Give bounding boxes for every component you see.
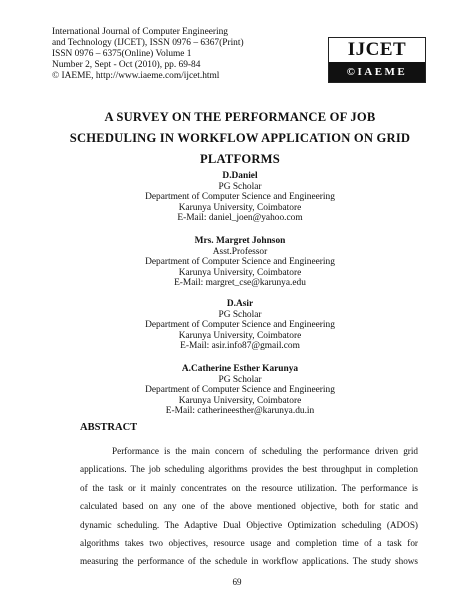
- logo-top-text: IJCET: [329, 38, 425, 62]
- paper-title: [60, 107, 420, 170]
- author-university: Karunya University, Coimbatore: [178, 202, 302, 213]
- logo-bottom-text: ©IAEME: [329, 62, 425, 82]
- author-name: A.Catherine Esther Karunya: [181, 364, 299, 374]
- journal-logo: [328, 37, 426, 83]
- title-line: A SURVEY ON THE PERFORMANCE OF JOB: [104, 110, 376, 124]
- journal-info-line: ISSN 0976 – 6375(Online) Volume 1: [52, 49, 192, 59]
- author-university: Karunya University, Coimbatore: [178, 267, 302, 278]
- author-block: [100, 364, 380, 417]
- author-name: D.Asir: [226, 299, 254, 309]
- author-email: E-Mail: asir.info87@gmail.com: [180, 341, 300, 351]
- author-department: Department of Computer Science and Engineering: [145, 192, 335, 202]
- author-name: Mrs. Margret Johnson: [194, 236, 286, 246]
- journal-info-line: Number 2, Sept - Oct (2010), pp. 69-84: [52, 60, 201, 70]
- author-block: [100, 171, 380, 224]
- author-email: E-Mail: margret_cse@karunya.edu: [174, 278, 306, 288]
- abstract-line: dynamic scheduling. The Adaptive Dual Objective Optimization scheduling (ADOS): [80, 519, 418, 530]
- journal-info-line: © IAEME, http://www.iaeme.com/ijcet.html: [52, 71, 220, 81]
- title-line: SCHEDULING IN WORKFLOW APPLICATION ON GRID: [69, 131, 411, 145]
- abstract-line: calculated based on any one of the above mentioned objective, both for static and: [80, 501, 418, 512]
- author-university: Karunya University, Coimbatore: [178, 395, 302, 406]
- author-email: E-Mail: daniel_joen@yahoo.com: [177, 213, 303, 223]
- journal-info: [52, 27, 312, 82]
- author-university: Karunya University, Coimbatore: [178, 330, 302, 341]
- author-role: Asst.Professor: [212, 246, 268, 257]
- abstract-line: Performance is the main concern of scheduling the performance driven grid: [112, 446, 418, 456]
- journal-info-line: International Journal of Computer Engineering: [52, 27, 228, 37]
- author-department: Department of Computer Science and Engineering: [145, 257, 335, 267]
- abstract-line: applications. The job scheduling algorithms provides the best throughput in completion: [80, 464, 418, 475]
- author-name: D.Daniel: [222, 171, 258, 181]
- author-role: PG Scholar: [218, 309, 262, 320]
- abstract-line: of the task or it mainly concentrates on the resource utilization. The performance is: [80, 482, 418, 493]
- page-number: 69: [232, 577, 242, 587]
- author-block: [100, 236, 380, 289]
- abstract-body: [80, 442, 418, 571]
- abstract-line: measuring the performance of the schedule in workflow applications. The study shows: [80, 556, 418, 567]
- author-department: Department of Computer Science and Engineering: [145, 320, 335, 330]
- abstract-heading: ABSTRACT: [80, 422, 138, 433]
- title-line: PLATFORMS: [200, 152, 280, 166]
- author-email: E-Mail: catherineesther@karunya.du.in: [165, 406, 315, 416]
- journal-info-line: and Technology (IJCET), ISSN 0976 – 6367(Print): [52, 38, 244, 48]
- abstract-line: algorithms takes two objectives, resource usage and completion time of a task for: [80, 538, 418, 549]
- author-block: [100, 299, 380, 352]
- author-role: PG Scholar: [218, 181, 262, 192]
- author-department: Department of Computer Science and Engineering: [145, 385, 335, 395]
- author-role: PG Scholar: [218, 374, 262, 385]
